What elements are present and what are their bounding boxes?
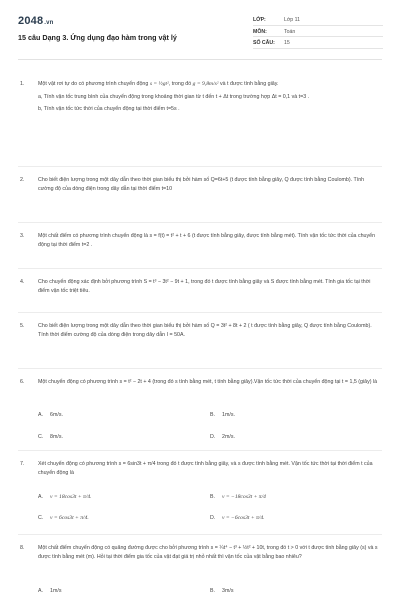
option-text: v = 18cos3t + π/4. <box>50 494 92 500</box>
question-4 <box>20 278 378 295</box>
option-label: D. <box>210 515 216 521</box>
meta-value: 15 <box>284 40 290 46</box>
question-part-a: a, Tính vận tốc trung bình của chuyển động trong khoảng thời gian từ t đến t + Δt trong trường hợp Δt = 0,1 và t=3 . <box>38 93 310 100</box>
question-8 <box>20 544 378 561</box>
question-text: Một chất điểm có phương trình chuyển động là s = f(t) = t² + t + 6 (t được tính bằng giây, được tính bằng mét). Tính vận tốc tức thời của chuyển động tại thời điểm t=2 . <box>38 233 376 248</box>
option-text: v = −18cos3t + π/4 <box>222 494 266 500</box>
option-text: v = 6cos3t + π/4. <box>50 515 89 521</box>
meta-row-subject <box>253 26 383 38</box>
question-divider <box>18 166 382 167</box>
option-text: 3m/s <box>222 588 234 594</box>
question-number: 4. <box>20 279 25 285</box>
option-label: C. <box>38 515 44 521</box>
meta-key: LỚP: <box>253 17 266 23</box>
logo-text: 2048 <box>18 15 44 27</box>
option-label: D. <box>210 434 216 440</box>
option-label: B. <box>210 494 216 500</box>
meta-row-count <box>253 37 383 49</box>
option-c[interactable] <box>38 434 63 440</box>
header-divider <box>18 59 382 60</box>
option-text: 2m/s. <box>222 434 235 440</box>
option-d[interactable] <box>210 515 265 521</box>
question-divider <box>18 450 382 451</box>
question-number: 2. <box>20 177 25 183</box>
question-lead: Một vật rơi tự do có phương trình chuyển động <box>38 81 149 87</box>
option-label: C. <box>38 434 44 440</box>
question-number: 6. <box>20 379 25 385</box>
meta-row-class <box>253 14 383 26</box>
question-2 <box>20 176 378 193</box>
option-text: 1m/s. <box>222 412 235 418</box>
question-text: Xét chuyển động có phương trình s = 6sin3t + π/4 trong đó t được tính bằng giây, và s được tính bằng mét. Vận tốc tức thời tại thời điểm t của chuyển động là <box>38 461 373 476</box>
option-label: A. <box>38 588 44 594</box>
question-7 <box>20 460 378 477</box>
option-label: A. <box>38 494 44 500</box>
option-text: 6m/s. <box>50 412 63 418</box>
question-mid: , trong đó <box>168 81 192 87</box>
option-a[interactable] <box>38 588 61 594</box>
option-b[interactable] <box>210 494 266 500</box>
question-number: 1. <box>20 81 25 87</box>
question-6 <box>20 378 378 387</box>
meta-key: MÔN: <box>253 28 267 35</box>
question-text <box>38 80 378 89</box>
question-divider <box>18 222 382 223</box>
meta-value: Lớp 11 <box>284 17 300 23</box>
formula: s = ½gt² <box>149 81 169 87</box>
question-divider <box>18 368 382 369</box>
option-b[interactable] <box>210 588 233 594</box>
meta-value: Toán <box>284 28 296 35</box>
option-b[interactable] <box>210 412 235 418</box>
option-c[interactable] <box>38 515 89 521</box>
question-part-b: b, Tính vận tốc tức thời của chuyển động tại thời điểm t=5s . <box>38 106 180 112</box>
question-number: 3. <box>20 233 25 239</box>
option-label: B. <box>210 412 216 418</box>
question-number: 8. <box>20 545 25 551</box>
option-a[interactable] <box>38 494 92 500</box>
site-logo[interactable] <box>18 15 54 27</box>
meta-panel <box>253 14 383 49</box>
question-text: Cho biết điện lượng trong một dây dẫn theo thời gian biểu thị bởi hàm số Q = 3t² + 8t + 2 ( t được tính bằng giây, Q được tính bằng Coulomb). Tính thời điểm cường độ của dòng điện trong dây dẫn I = 50A. <box>38 323 372 338</box>
question-divider <box>18 534 382 535</box>
question-5 <box>20 322 378 339</box>
option-text: 8m/s. <box>50 434 63 440</box>
question-text: Một chất điểm chuyển động có quãng đường được cho bởi phương trình s = ¼t⁴ − t³ + ½t² + 10t, trong đó t > 0 với t được tính bằng giây (s) và s được tính bằng mét (m). Hỏi tại thời điểm gia tốc của vật đạt giá trị nhỏ nhất thì vận tốc của vật bằng bao nhiêu? <box>38 545 378 560</box>
meta-key: SỐ CÂU: <box>253 40 275 46</box>
option-label: A. <box>38 412 44 418</box>
question-divider <box>18 312 382 313</box>
question-text: Một chuyển động có phương trình s = t² − 2t + 4 (trong đó s tính bằng mét, t tính bằng giây).Vận tốc tức thời của chuyển động tại t = 1,5 (giây) là <box>38 379 378 385</box>
question-text: Cho chuyển động xác định bởi phương trình S = t³ − 3t² − 9t + 1, trong đó t được tính bằng giây và S được tính bằng mét. Tính gia tốc tại thời điểm vận tốc triệt tiêu. <box>38 279 371 294</box>
question-tail: và t được tính bằng giây. <box>219 81 279 87</box>
page-title: 15 câu Dạng 3. Ứng dụng đạo hàm trong vật lý <box>18 33 177 42</box>
option-text: 1m/s <box>50 588 62 594</box>
formula: g = 9,8m/s² <box>192 81 219 87</box>
question-1 <box>20 80 378 114</box>
option-label: B. <box>210 588 216 594</box>
option-d[interactable] <box>210 434 235 440</box>
question-divider <box>18 268 382 269</box>
question-text: Cho biết điện lượng trong một dây dẫn theo thời gian biểu thị bởi hàm số Q=6t+5 (t được tính bằng giây, Q được tính bằng Coulomb). Tính cường độ của dòng điện trong dây dẫn tại thời điểm t=10 <box>38 177 365 192</box>
option-text: v = −6cos3t + π/4. <box>222 515 265 521</box>
question-number: 5. <box>20 323 25 329</box>
question-3 <box>20 232 378 249</box>
option-a[interactable] <box>38 412 63 418</box>
logo-suffix: .vn <box>44 20 54 26</box>
question-number: 7. <box>20 461 25 467</box>
